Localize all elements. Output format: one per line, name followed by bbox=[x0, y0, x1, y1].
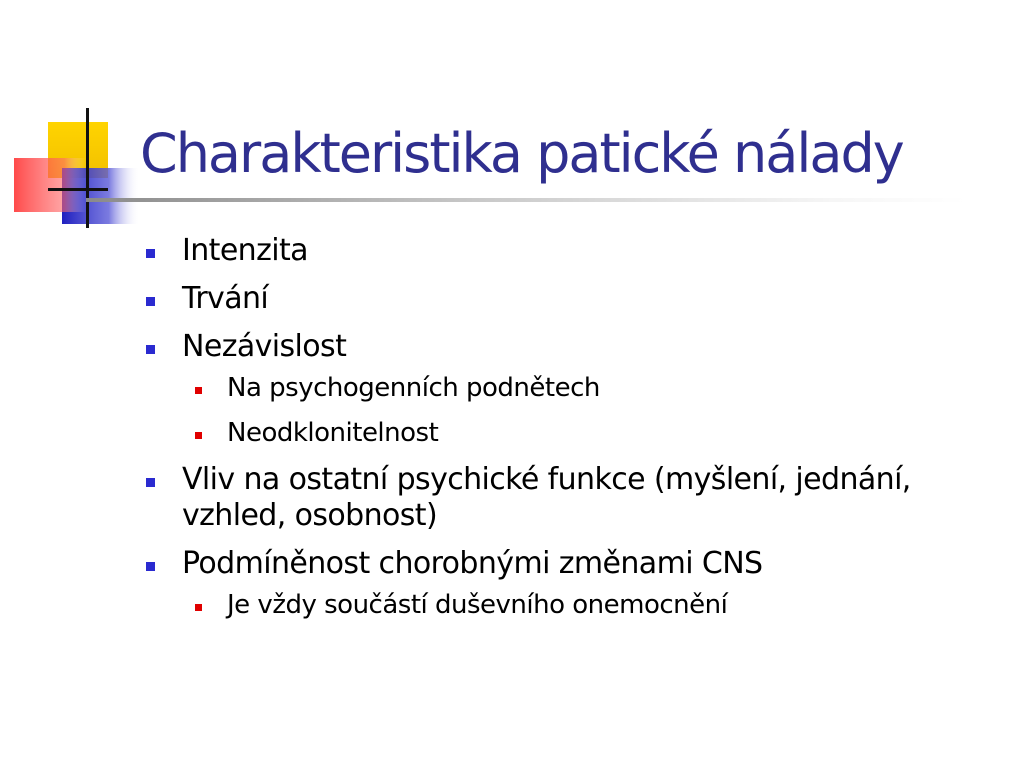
bullet-item bbox=[143, 329, 943, 365]
red-square-bullet-icon bbox=[195, 387, 202, 394]
bullet-text: Nezávislost bbox=[182, 329, 347, 364]
slide-title: Charakteristika patické nálady bbox=[140, 122, 903, 185]
blue-square-bullet-icon bbox=[146, 478, 155, 487]
blue-square-bullet-icon bbox=[146, 297, 155, 306]
blue-square-bullet-icon bbox=[146, 345, 155, 354]
sub-bullet-item bbox=[143, 373, 943, 403]
red-square-bullet-icon bbox=[195, 604, 202, 611]
colored-squares-logo-icon bbox=[0, 0, 160, 240]
bullet-item bbox=[143, 281, 943, 317]
blue-square-bullet-icon bbox=[146, 249, 155, 258]
bullet-item bbox=[143, 233, 943, 269]
sub-bullet-item bbox=[143, 590, 943, 620]
bullet-text: Vliv na ostatní psychické funkce (myšlení, jednání, vzhled, osobnost) bbox=[182, 462, 911, 533]
sub-bullet-text: Neodklonitelnost bbox=[227, 418, 439, 448]
bullet-text: Podmíněnost chorobnými změnami CNS bbox=[182, 546, 763, 581]
bullet-list bbox=[143, 233, 943, 635]
bullet-item bbox=[143, 546, 943, 582]
sub-bullet-text: Je vždy součástí duševního onemocnění bbox=[227, 590, 728, 620]
sub-bullet-text: Na psychogenních podnětech bbox=[227, 373, 600, 403]
blue-square-bullet-icon bbox=[146, 562, 155, 571]
sub-bullet-item bbox=[143, 418, 943, 448]
bullet-text: Trvání bbox=[182, 281, 269, 316]
bullet-text: Intenzita bbox=[182, 233, 308, 268]
title-underline bbox=[86, 198, 966, 202]
bullet-item bbox=[143, 462, 943, 534]
red-square-bullet-icon bbox=[195, 432, 202, 439]
